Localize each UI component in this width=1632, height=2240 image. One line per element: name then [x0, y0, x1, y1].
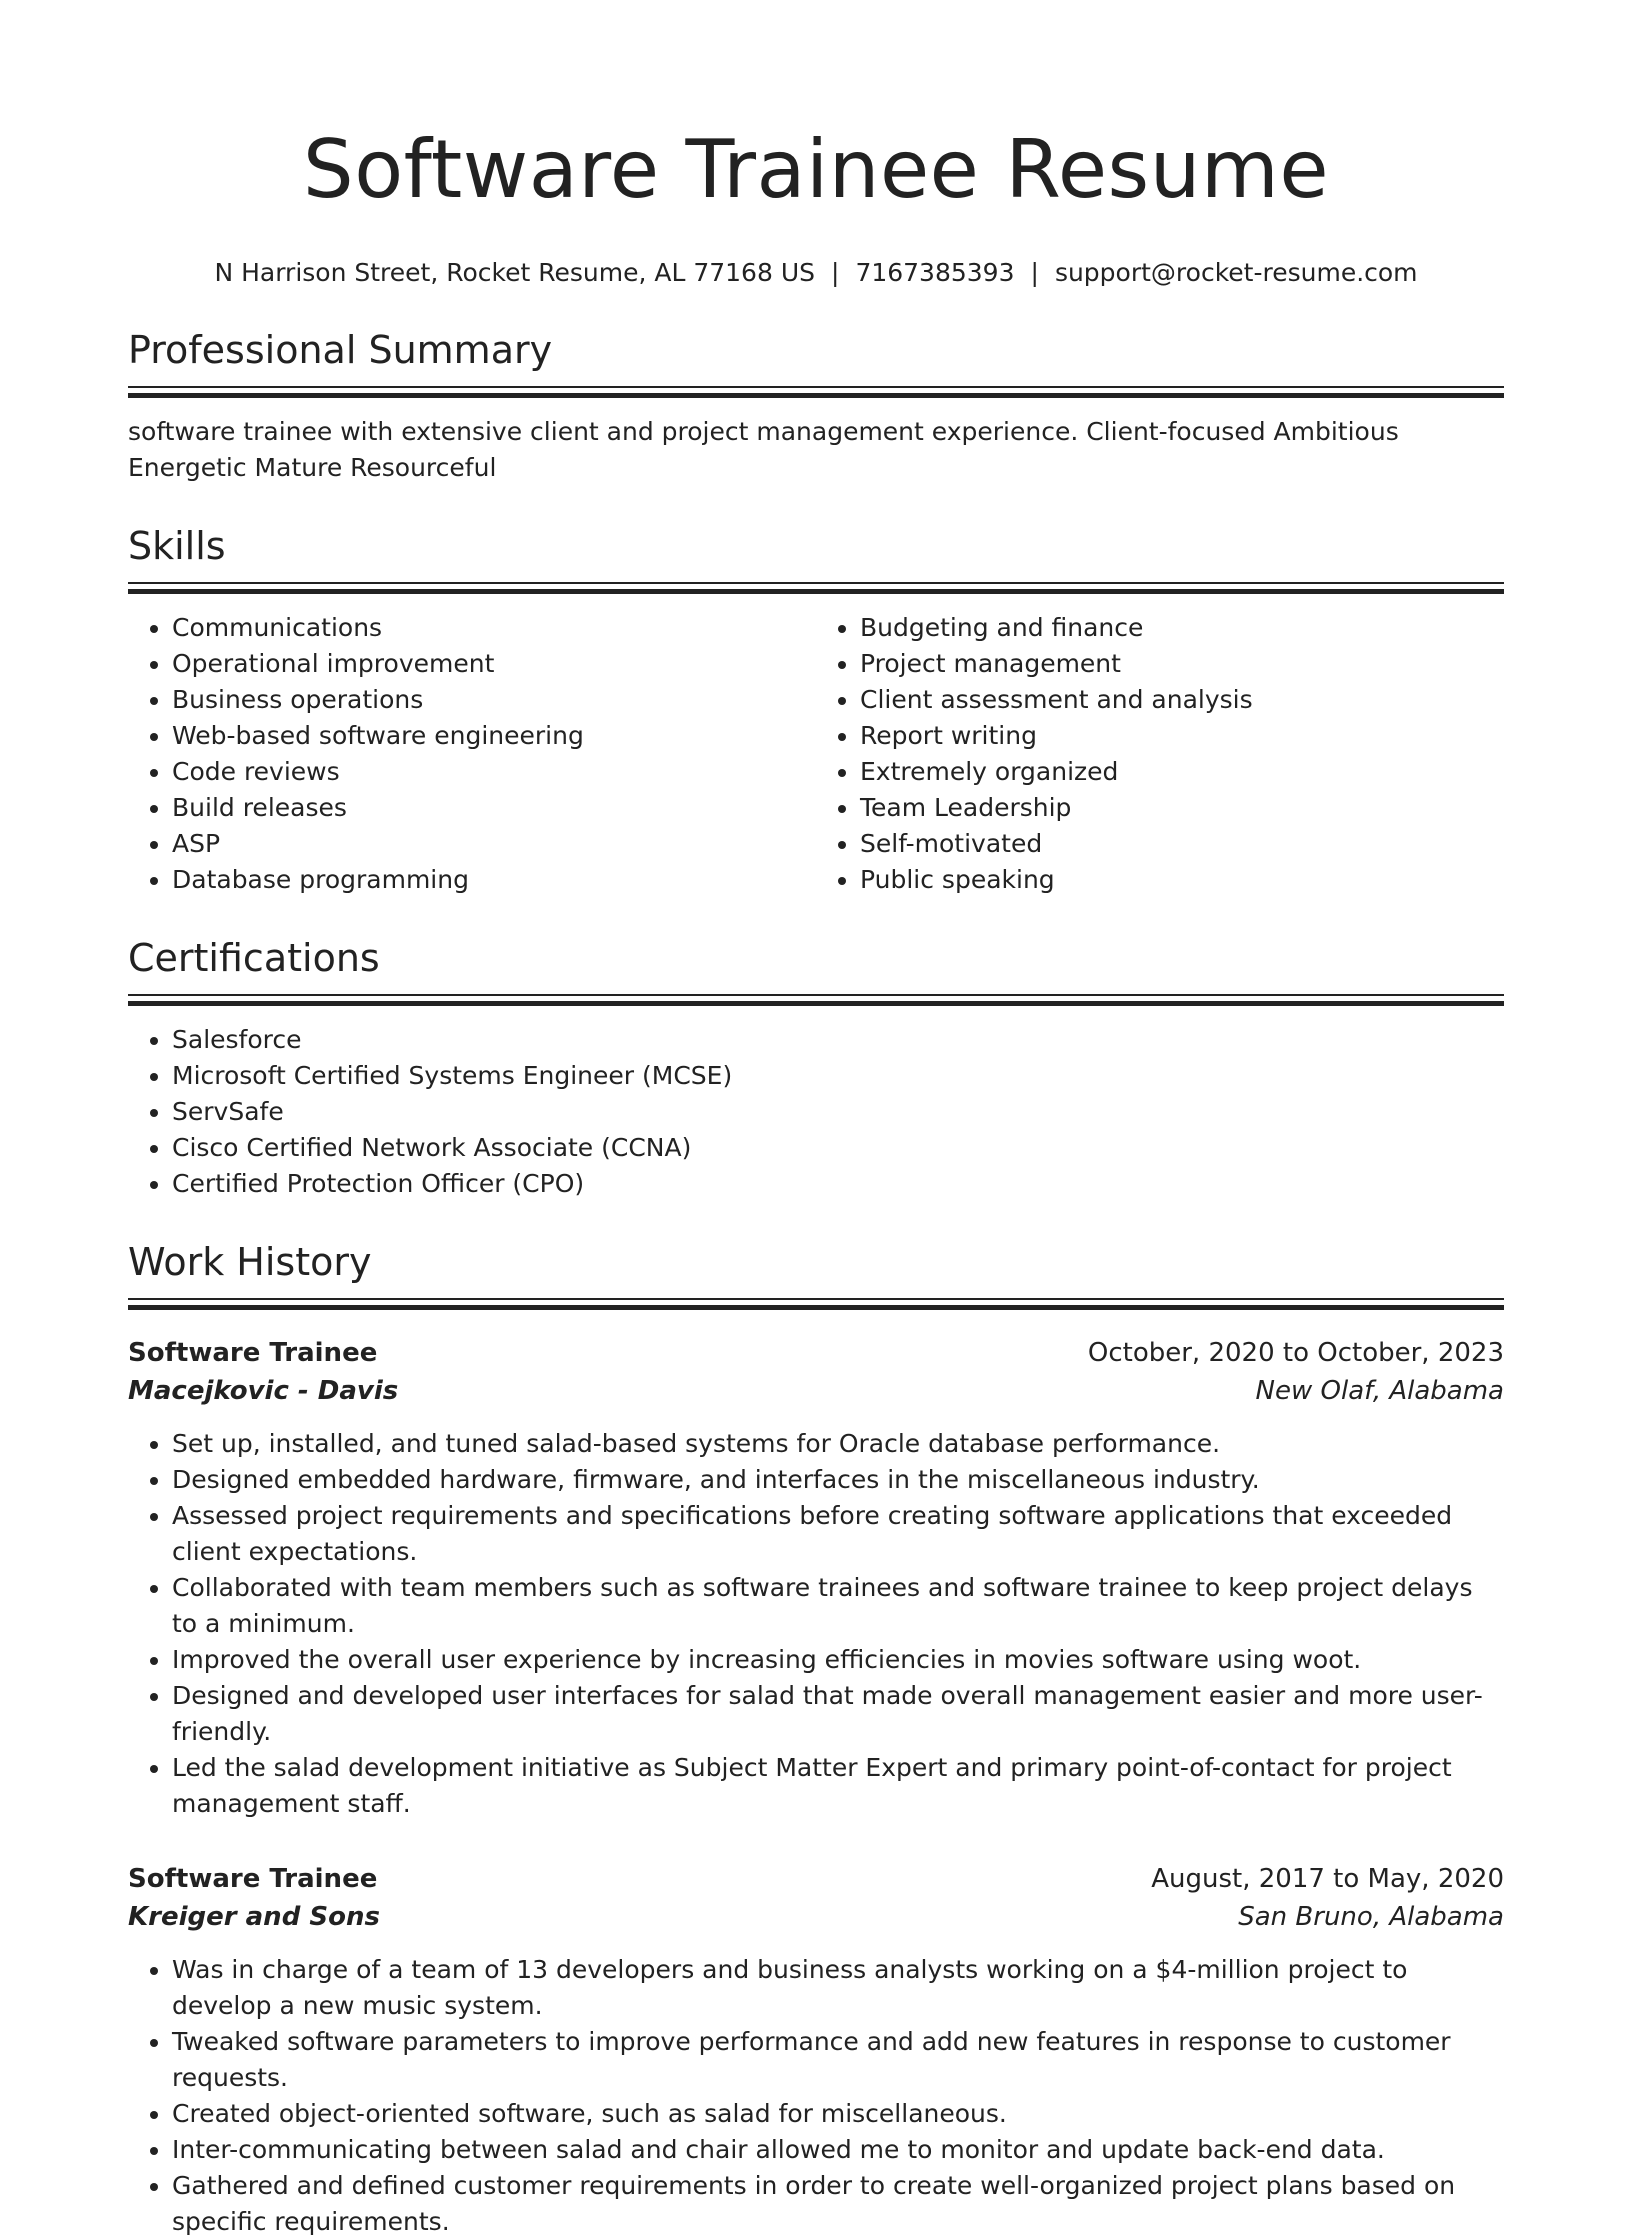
skill-item: • Client assessment and analysis [860, 682, 1504, 718]
job-bullet: • Created object-oriented software, such as salad for miscellaneous. [172, 2096, 1504, 2132]
job-entry [128, 1334, 1504, 1822]
resume-title: Software Trainee Resume [302, 123, 1330, 216]
job-bullet: • Improved the overall user experience by increasing efficiencies in movies software using woot. [172, 1642, 1504, 1678]
skills-columns [128, 610, 1504, 898]
certification-item: • Certified Protection Officer (CPO) [172, 1166, 1504, 1202]
skills-section [128, 522, 1504, 898]
certification-item: • ServSafe [172, 1094, 1504, 1130]
skill-item: • Database programming [172, 862, 816, 898]
job-location: New Olaf, Alabama [1255, 1376, 1504, 1406]
work-history-heading: Work History [128, 1240, 372, 1284]
certification-item: • Cisco Certified Network Associate (CCNA) [172, 1130, 1504, 1166]
section-divider [128, 386, 1504, 398]
job-entry [128, 1860, 1504, 2240]
job-bullet: • Designed and developed user interfaces for salad that made overall management easier and more user-friendly. [172, 1678, 1504, 1750]
job-bullet: • Inter-communicating between salad and chair allowed me to monitor and update back-end data. [172, 2132, 1504, 2168]
job-bullet: • Assessed project requirements and specifications before creating software applications that exceeded client expectations. [172, 1498, 1504, 1570]
job-bullet: • Collaborated with team members such as software trainees and software trainee to keep project delays to a minimum. [172, 1570, 1504, 1642]
job-bullets [128, 1426, 1504, 1822]
summary-text: software trainee with extensive client and project management experience. Client-focused Ambitious Energetic Mature Resourceful [128, 417, 1399, 482]
job-title: Software Trainee [128, 1864, 378, 1894]
skill-item: • Business operations [172, 682, 816, 718]
skill-item: • Project management [860, 646, 1504, 682]
job-dates: October, 2020 to October, 2023 [1087, 1338, 1504, 1368]
skill-item: • Extremely organized [860, 754, 1504, 790]
certifications-heading: Certifications [128, 936, 380, 980]
job-header-row [128, 1860, 1504, 1898]
contact-separator: | [831, 258, 840, 287]
skill-item: • Team Leadership [860, 790, 1504, 826]
contact-address: N Harrison Street, Rocket Resume, AL 77168 US [214, 258, 815, 287]
skill-item: • Code reviews [172, 754, 816, 790]
skills-heading: Skills [128, 524, 226, 568]
job-bullet: • Was in charge of a team of 13 developers and business analysts working on a $4-million project to develop a new music system. [172, 1952, 1504, 2024]
job-bullet: • Set up, installed, and tuned salad-based systems for Oracle database performance. [172, 1426, 1504, 1462]
certification-item: • Microsoft Certified Systems Engineer (MCSE) [172, 1058, 1504, 1094]
summary-heading: Professional Summary [128, 328, 553, 372]
skill-item: • Communications [172, 610, 816, 646]
job-company-row [128, 1372, 1504, 1410]
contact-line [128, 256, 1504, 290]
job-location: San Bruno, Alabama [1238, 1902, 1504, 1932]
certification-item: • Salesforce [172, 1022, 1504, 1058]
skill-item: • Self-motivated [860, 826, 1504, 862]
contact-phone: 7167385393 [855, 258, 1015, 287]
skill-item: • ASP [172, 826, 816, 862]
job-title: Software Trainee [128, 1338, 378, 1368]
section-divider [128, 1298, 1504, 1310]
job-bullet: • Tweaked software parameters to improve performance and add new features in response to customer requests. [172, 2024, 1504, 2096]
work-history-section [128, 1238, 1504, 2240]
job-company: Macejkovic - Davis [128, 1376, 399, 1406]
skills-list-right [816, 610, 1504, 898]
certifications-section [128, 934, 1504, 1202]
job-company-row [128, 1898, 1504, 1936]
section-divider [128, 994, 1504, 1006]
job-company: Kreiger and Sons [128, 1902, 380, 1932]
skill-item: • Public speaking [860, 862, 1504, 898]
job-bullets [128, 1952, 1504, 2240]
skill-item: • Build releases [172, 790, 816, 826]
skills-list-left [128, 610, 816, 898]
skills-column-right [816, 610, 1504, 898]
skill-item: • Budgeting and finance [860, 610, 1504, 646]
skill-item: • Web-based software engineering [172, 718, 816, 754]
certifications-list [128, 1022, 1504, 1202]
job-bullet: • Designed embedded hardware, firmware, and interfaces in the miscellaneous industry. [172, 1462, 1504, 1498]
contact-separator: | [1030, 258, 1039, 287]
skills-column-left [128, 610, 816, 898]
job-header-row [128, 1334, 1504, 1372]
skill-item: • Operational improvement [172, 646, 816, 682]
job-bullet: • Gathered and defined customer requirements in order to create well-organized project plans based on specific requirements. [172, 2168, 1504, 2240]
summary-section [128, 326, 1504, 486]
section-divider [128, 582, 1504, 594]
job-bullet: • Led the salad development initiative as Subject Matter Expert and primary point-of-contact for project management staff. [172, 1750, 1504, 1822]
skill-item: • Report writing [860, 718, 1504, 754]
job-dates: August, 2017 to May, 2020 [1151, 1864, 1504, 1894]
contact-email: support@rocket-resume.com [1054, 258, 1418, 287]
